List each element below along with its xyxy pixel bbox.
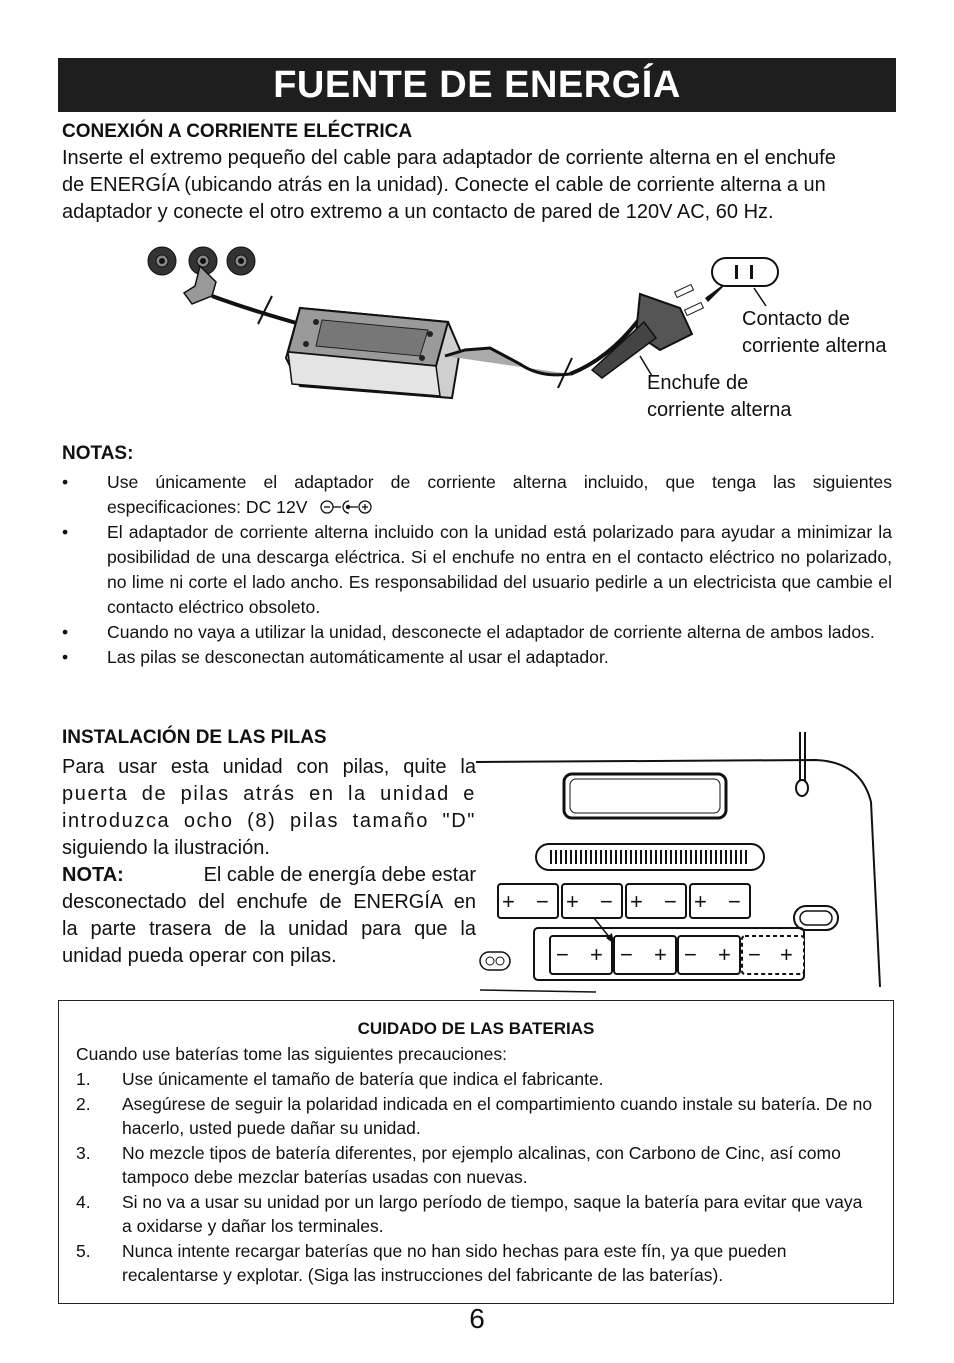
list-item: • Use únicamente el adaptador de corriente alterna incluido, que tenga las siguientes especificaciones: DC 12V [62, 472, 892, 517]
svg-text:+: + [780, 942, 793, 967]
svg-text:−: − [620, 942, 633, 967]
list-item: • Cuando no vaya a utilizar la unidad, desconecte el adaptador de corriente alterna de ambos lados. [62, 622, 875, 642]
battery-compartment-illustration [476, 732, 896, 994]
ac-line: adaptador y conecte el otro extremo a un contacto de pared de 120V AC, 60 Hz. [62, 201, 774, 223]
note-label: NOTA: [62, 864, 124, 886]
list-item: 3. No mezcle tipos de batería diferentes, por ejemplo alcalinas, con Carbono de Cinc, así como tampoco debe mezclar baterías usadas con nuevas. [76, 1142, 841, 1187]
caution-title: CUIDADO DE LAS BATERIAS [357, 1019, 595, 1038]
plug-label: Enchufe de corriente alterna [647, 372, 792, 421]
svg-text:−: − [748, 942, 761, 967]
svg-text:+: + [566, 889, 579, 914]
ac-plug-icon [592, 284, 703, 378]
list-item: 5. Nunca intente recargar baterías que no han sido hechas para este fín, ya que pueden recalentarse y explotar. (Siga las instrucciones del fabricante de las baterías). [76, 1240, 787, 1285]
list-item: • Las pilas se desconectan automáticamente al usar el adaptador. [62, 647, 609, 667]
notes-list [62, 470, 892, 670]
dc-polarity-symbol-icon [320, 498, 376, 516]
svg-text:+: + [590, 942, 603, 967]
page-title: FUENTE DE ENERGÍA [58, 58, 896, 112]
svg-text:+: + [694, 889, 707, 914]
ac-adapter-icon [286, 308, 460, 398]
list-item: 2. Asegúrese de seguir la polaridad indicada en el compartimiento cuando instale su batería. De no hacerlo, usted puede dañar su unidad. [76, 1093, 873, 1138]
battery-heading: INSTALACIÓN DE LAS PILAS [62, 727, 327, 748]
svg-text:+: + [718, 942, 731, 967]
svg-text:+: + [502, 889, 515, 914]
ac-instructions [62, 145, 836, 226]
list-item: 4. Si no va a usar su unidad por un largo período de tiempo, saque la batería para evitar que vaya a oxidarse y dañar los terminales. [76, 1191, 863, 1236]
svg-text:−: − [556, 942, 569, 967]
svg-text:−: − [600, 889, 613, 914]
page-number: 6 [469, 1303, 485, 1334]
svg-text:−: − [728, 889, 741, 914]
list-item: • El adaptador de corriente alterna incluido con la unidad está polarizado para ayudar a minimizar la posibilidad de una descarga eléctrica. Si el enchufe no entra en el contacto eléctrico no polarizado, no lime ni corte el lado ancho. Es responsabilidad del usuario pedirle a un electricista que cambie el contacto eléctrico obsoleto. [62, 522, 892, 617]
ac-line: Inserte el extremo pequeño del cable para adaptador de corriente alterna en el enchufe [62, 147, 836, 169]
svg-text:−: − [684, 942, 697, 967]
notes-heading: NOTAS: [62, 443, 134, 464]
list-item: 1. Use únicamente el tamaño de batería que indica el fabricante. [76, 1069, 604, 1089]
battery-instructions: Para usar esta unidad con pilas, quite la puerta de pilas atrás en la unidad e introduzca ocho (8) pilas tamaño "D" siguiendo la ilustración. NOTA: El cable de energía debe estar desconectado del enchufe de ENERGÍA en la parte trasera de la unidad para que la unidad pueda operar con pilas. [62, 756, 476, 967]
svg-text:−: − [664, 889, 677, 914]
ac-line: de ENERGÍA (ubicando atrás en la unidad). Conecte el cable de corriente alterna a un [62, 174, 826, 196]
svg-text:+: + [630, 889, 643, 914]
svg-text:−: − [536, 889, 549, 914]
battery-row-bottom [550, 936, 804, 974]
caution-list [76, 1067, 876, 1288]
ac-connection-heading: CONEXIÓN A CORRIENTE ELÉCTRICA [62, 121, 413, 142]
battery-caution-box [58, 1000, 894, 1304]
caution-intro: Cuando use baterías tome las siguientes precauciones: [76, 1044, 507, 1064]
speaker-grille-icon [536, 844, 764, 870]
svg-text:+: + [654, 942, 667, 967]
wall-outlet-icon [712, 258, 778, 286]
outlet-label: Contacto de corriente alterna [742, 308, 887, 357]
